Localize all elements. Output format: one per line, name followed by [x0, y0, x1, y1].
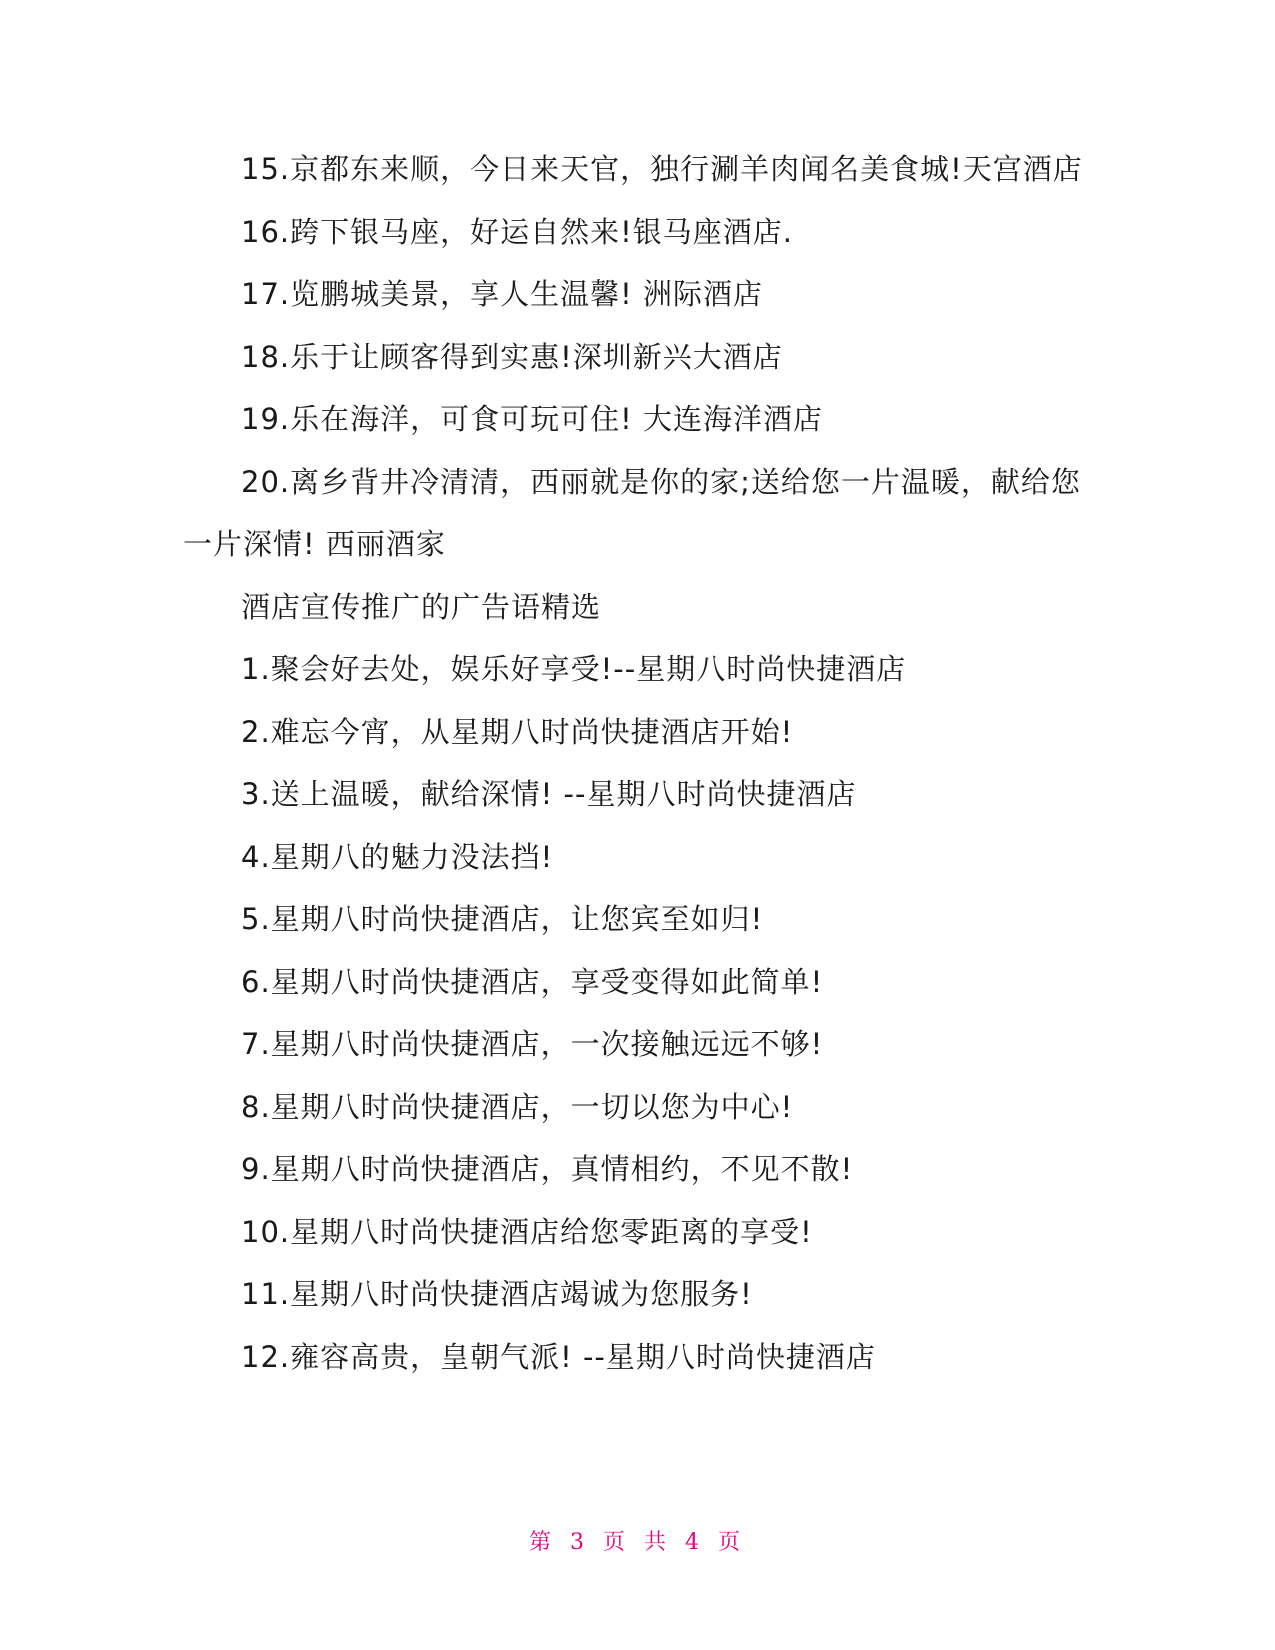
slogan-2: 2.难忘今宵，从星期八时尚快捷酒店开始!	[241, 714, 794, 749]
slogan-5: 5.星期八时尚快捷酒店，让您宾至如归!	[241, 902, 764, 936]
slogan-11: 11.星期八时尚快捷酒店竭诚为您服务!	[241, 1277, 753, 1311]
slogan-10: 10.星期八时尚快捷酒店给您零距离的享受!	[241, 1214, 813, 1249]
paragraph-17: 17.览鹏城美景，享人生温馨! 洲际酒店	[241, 277, 763, 311]
slogan-7: 7.星期八时尚快捷酒店，一次接触远远不够!	[241, 1027, 824, 1061]
paragraph-15: 15.京都东来顺，今日来天官，独行涮羊肉闻名美食城!天宫酒店	[241, 152, 1083, 186]
slogan-4: 4.星期八的魅力没法挡!	[241, 839, 554, 874]
slogan-3: 3.送上温暖，献给深情! --星期八时尚快捷酒店	[241, 777, 857, 811]
section-heading: 酒店宣传推广的广告语精选	[241, 589, 602, 624]
slogan-8: 8.星期八时尚快捷酒店，一切以您为中心!	[241, 1089, 794, 1124]
document-body	[183, 138, 1083, 1388]
paragraph-19: 19.乐在海洋，可食可玩可住! 大连海洋酒店	[241, 402, 823, 436]
paragraph-18: 18.乐于让顾客得到实惠!深圳新兴大酒店	[241, 339, 783, 374]
paragraph-16: 16.跨下银马座，好运自然来!银马座酒店.	[241, 214, 793, 249]
page-footer: 第 3 页 共 4 页	[529, 1530, 746, 1555]
slogan-1: 1.聚会好去处，娱乐好享受!--星期八时尚快捷酒店	[241, 652, 907, 686]
slogan-12: 12.雍容高贵，皇朝气派! --星期八时尚快捷酒店	[241, 1339, 876, 1374]
paragraph-20: 20.离乡背井冷清清，西丽就是你的家;送给您一片温暖，献给您一片深情! 西丽酒家	[183, 464, 1081, 561]
slogan-6: 6.星期八时尚快捷酒店，享受变得如此简单!	[241, 964, 824, 999]
slogan-9: 9.星期八时尚快捷酒店，真情相约，不见不散!	[241, 1152, 854, 1186]
